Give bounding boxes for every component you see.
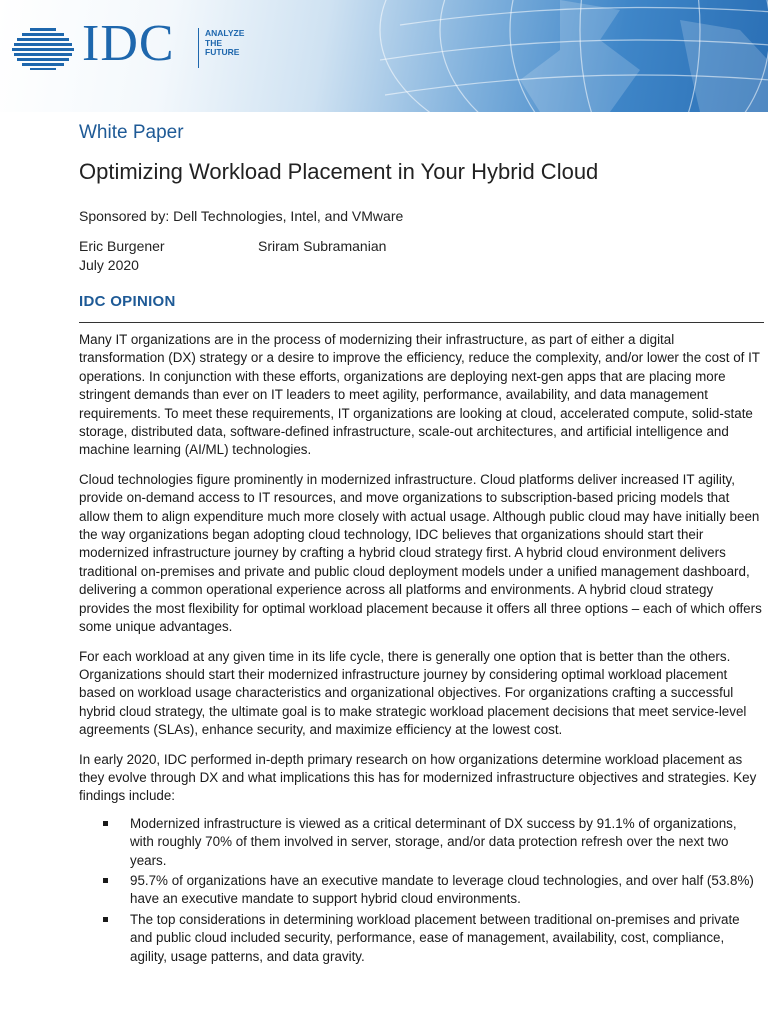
body-paragraph: In early 2020, IDC performed in-depth primary research on how organizations determine workload placement as they evolve through DX and what implications this has for modernized infrastructure objectives and strategies. Key findings include: (79, 751, 757, 804)
list-item (79, 872, 763, 909)
author-name: Eric Burgener (79, 238, 165, 254)
bullet-icon (103, 878, 108, 883)
idc-tagline (205, 29, 244, 58)
document-title: Optimizing Workload Placement in Your Hybrid Cloud (79, 159, 599, 184)
tagline-line: FUTURE (205, 47, 240, 57)
section-body (79, 331, 763, 968)
section-divider (79, 322, 764, 323)
document-type: White Paper (79, 122, 184, 143)
logo-divider (198, 28, 199, 68)
list-item (79, 815, 763, 870)
header-banner (0, 0, 768, 112)
bullet-icon (103, 917, 108, 922)
list-item (79, 911, 763, 966)
list-item-text: 95.7% of organizations have an executive mandate to leverage cloud technologies, and over half (53.8%) have an executive mandate to support hybrid cloud environments. (130, 872, 754, 907)
publication-date: July 2020 (79, 257, 139, 273)
list-item-text: The top considerations in determining workload placement between traditional on-premises and private and public cloud included security, performance, ease of management, availability, cost, compliance, agility, usage patterns, and data gravity. (130, 911, 740, 964)
bullet-icon (103, 821, 108, 826)
sponsor-line: Sponsored by: Dell Technologies, Intel, and VMware (79, 208, 404, 224)
body-paragraph: Many IT organizations are in the process of modernizing their infrastructure, as part of either a digital transformation (DX) strategy or a desire to improve the efficiency, reduce the complexity, and/or lower the cost of IT operations. In conjunction with these efforts, organizations are deploying next-gen apps that are placing more stringent demands than ever on IT leaders to meet agility, performance, availability, and data management requirements. To meet these requirements, IT organizations are looking at cloud, accelerated compute, solid-state storage, distributed data, software-defined infrastructure, scale-out architectures, and artificial intelligence and machine learning (AI/ML) technologies. (79, 332, 760, 458)
author-name: Sriram Subramanian (258, 238, 387, 254)
tagline-line: ANALYZE (205, 28, 245, 38)
list-item-text: Modernized infrastructure is viewed as a critical determinant of DX success by 91.1% of organizations, with roughly 70% of them involved in server, storage, and/or data protection refresh over the next two years. (130, 815, 737, 868)
body-paragraph: For each workload at any given time in its life cycle, there is generally one option that is better than the others. Organizations should start their modernized infrastructure journey by considering optimal workload placement based on workload usage characteristics and organizational objectives. For organizations crafting a successful hybrid cloud strategy, the ultimate goal is to make strategic workload placement decisions that meet service-level agreements (SLAs), enhance security, and maximize efficiency at the lowest cost. (79, 648, 747, 738)
section-heading: IDC OPINION (79, 293, 176, 310)
idc-logo-text: IDC (82, 15, 175, 72)
idc-globe-icon (12, 28, 74, 70)
body-paragraph: Cloud technologies figure prominently in modernized infrastructure. Cloud platforms deliver increased IT agility, provide on-demand access to IT resources, and move organizations to subscription-based pricing models that allow them to align expenditure much more closely with actual usage. Although public cloud may have initially been the way organizations began adopting cloud technology, IDC believes that organizations should start their modernized infrastructure journey by crafting a hybrid cloud strategy first. A hybrid cloud environment delivers traditional on-premises and private and public cloud deployment models under a unified management dashboard, delivering a common operational experience across all platforms and environments. A hybrid cloud strategy provides the most flexibility for optimal workload placement because it offers all three options – each of which offers some unique advantages. (79, 471, 762, 635)
tagline-line: THE (205, 37, 222, 48)
key-findings-list (79, 815, 763, 966)
